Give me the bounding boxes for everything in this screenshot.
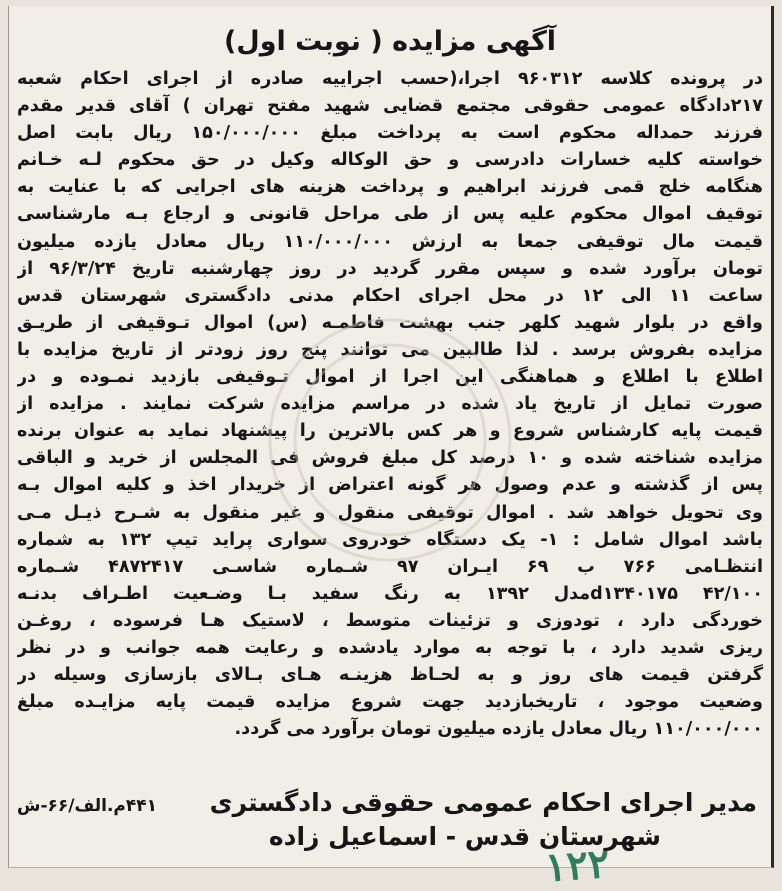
- notice-line: واقع در بلوار شهید کلهر جنب بهشت فاطمـه (س) اموال تـوقیفی از طریـق: [17, 312, 763, 333]
- notice-line: خوردگی دارد ، تودوزی و تزئینات متوسط ، لاستیک هـا فرسوده ، روغـن: [17, 610, 763, 631]
- notice-line: پس از گذشته و عدم وصول هر گونه اعتراض از خریدار اخذ و کلیه اموال بـه: [17, 475, 763, 496]
- notice-line: ریزی شدید دارد ، با توجه به موارد یادشده و رعایت همه جوانب و در نظر: [17, 637, 763, 658]
- notice-line: ۲۱۷دادگاه عمومی حقوقی مجتمع قضایی شهید مفتح تهران ) آقای قدیر مقدم: [17, 96, 763, 117]
- notice-line: وضعیت موجود ، تاریخبازدید جهت شروع مزایده قیمت پایه مزایـده مبلغ: [17, 692, 763, 713]
- notice-line: ساعت ۱۱ الی ۱۲ در محل اجرای احکام مدنی دادگستری شهرستان قدس: [17, 285, 763, 306]
- handwritten-page-number: ۱۲۲: [543, 839, 612, 891]
- officer-name: شهرستان قدس - اسماعیل زاده: [268, 822, 661, 851]
- notice-line: در پرونده کلاسه ۹۶۰۳۱۲ اجرا،(حسب اجراییه صادره از اجرای احکام شعبه: [17, 69, 763, 89]
- signature-row: [17, 788, 763, 822]
- reference-number: ۴۴۱م.الف/۶۶-ش: [17, 796, 158, 816]
- officer-title: مدیر اجرای احکام عمومی حقوقی دادگستری: [209, 788, 757, 817]
- notice-line: تومان برآورد شده و سپس مقرر گردید در روز چهارشنبه تاریخ ۹۶/۳/۲۴ از: [17, 258, 763, 279]
- notice-line: اطلاع با اطلاع و هماهنگی این اجرا از اموال تـوقیفی بازدید نمـوده و در: [17, 367, 763, 388]
- notice-line: d۱۳۴۰۱۷۵ ۴۲/۱۰۰مدل ۱۳۹۲ به رنگ سفید بـا وضـعیت اطـراف بدنـه: [17, 583, 763, 604]
- notice-line: هنگامه خلج قمی فرزند ابراهیم و پرداخت هزینه های اجرایی که با عنایت به: [17, 177, 763, 198]
- notice-title: آگهی مزایده ( نوبت اول): [223, 26, 557, 57]
- notice-line: توقیف اموال محکوم علیه پس از طی مراحل قانونی و ارجاع بـه مارشناسی: [17, 204, 763, 225]
- notice-line: گرفتن قیمت های روز و به لحـاظ هزینـه هـای بـالای بازسازی وسیله در: [17, 665, 763, 686]
- notice-line: ۱۱۰/۰۰۰/۰۰۰ ریال معادل یازده میلیون تومان برآورد می گردد.: [234, 719, 763, 740]
- notice-line: وی تحویل خواهد شد . اموال توقیفی منقول و غیر منقول به شـرح ذیـل مـی: [17, 502, 763, 523]
- notice-line: خواسته کلیه خسارات دادرسی و حق الوکاله وکیل در حق محکوم لـه خـانم: [17, 150, 763, 171]
- notice-line: انتظـامی ۷۶۶ ب ۶۹ ایـران ۹۷ شـماره شاسـی ۴۸۷۲۴۱۷ شـماره: [17, 556, 763, 577]
- notice-line: صورت تمایل از تاریخ یاد شده در مراسم مزایده شرکت نمایند . مزایده از: [17, 394, 763, 415]
- notice-line: قیمت مال توقیفی جمعا به ارزش ۱۱۰/۰۰۰/۰۰۰ ریال معادل یازده میلیون: [17, 231, 763, 252]
- newspaper-clipping: [8, 6, 774, 891]
- notice-line: مزایده بفروش برسد . لذا طالبین می توانند پنج روز زودتر از تاریخ مزایده با: [17, 339, 763, 360]
- notice-line: مزایده شناخته شده و ۱۰ درصد کل مبلغ فروش فی المجلس از خرید و الباقی: [17, 448, 763, 469]
- notice-body: [17, 66, 763, 743]
- notice-line: باشد اموال شامل : ۱- یک دستگاه خودروی سواری پراید تیپ ۱۳۲ به شماره: [17, 529, 763, 550]
- notice-line: قیمت پایه کارشناس شروع و هر کس بالاترین را پیشنهاد نماید به عنوان برنده: [17, 421, 763, 442]
- notice-line: فرزند حمداله محکوم است به پرداخت مبلغ ۱۵۰/۰۰۰/۰۰۰ ریال بابت اصل: [17, 123, 763, 144]
